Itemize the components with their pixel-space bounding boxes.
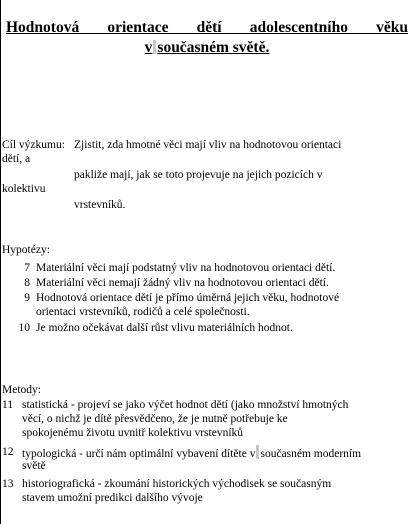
list-number: 13 bbox=[2, 478, 14, 490]
list-number: 12 bbox=[2, 446, 14, 458]
goal-text-line-3: pakliže mají, jak se toto projevuje na jejich pozicích v bbox=[74, 169, 323, 181]
goal-text-line-4: kolektivu bbox=[2, 183, 46, 195]
goal-text-line-2: dětí, a bbox=[2, 153, 31, 165]
list-number: 8 bbox=[24, 277, 30, 289]
list-text: Materiální věci mají podstatný vliv na hodnotovou orientaci dětí. bbox=[36, 262, 336, 274]
hypotheses-label: Hypotézy: bbox=[2, 244, 50, 256]
list-text: věcí, o nichž je dítě přesvědčeno, že je nutně potřebuje ke bbox=[22, 413, 288, 425]
page-left-border bbox=[0, 0, 1, 524]
text-cursor-icon bbox=[153, 40, 156, 54]
list-text: orientaci vrstevníků, rodičů a celé společnosti. bbox=[36, 306, 250, 318]
document-title bbox=[6, 18, 408, 58]
list-text: Je možno očekávat další růst vlivu materiálních hodnot. bbox=[36, 322, 293, 334]
list-text: statistická - projeví se jako výčet hodnot dětí (jako množství hmotných bbox=[22, 399, 349, 411]
list-text: světě bbox=[22, 460, 46, 472]
list-text: historiografická - zkoumání historických východisek se současným bbox=[22, 478, 332, 490]
list-number: 7 bbox=[24, 262, 30, 274]
title-line-1: Hodnotová orientace dětí adolescentního věku bbox=[6, 19, 408, 36]
list-number: 10 bbox=[18, 322, 30, 334]
methods-label: Metody: bbox=[2, 384, 41, 396]
goal-text-line-1: Zjistit, zda hmotné věci mají vliv na hodnotovou orientaci bbox=[74, 139, 342, 151]
list-number: 11 bbox=[2, 399, 14, 411]
list-number: 9 bbox=[24, 292, 30, 304]
list-text: stavem umožní predikci dalšího vývoje bbox=[22, 492, 203, 504]
list-text: Materiální věci nemají žádný vliv na hodnotovou orientaci dětí. bbox=[36, 277, 329, 289]
goal-label: Cíl výzkumu: bbox=[2, 139, 65, 151]
goal-text-line-5: vrstevníků. bbox=[74, 199, 126, 211]
title-line-2: v současném světě. bbox=[144, 39, 270, 56]
list-text: typologická - určí nám optimální vybavení dítěte v současném moderním bbox=[22, 445, 361, 461]
list-text: spokojenému životu uvnitř kolektivu vrstevníků bbox=[22, 427, 244, 439]
list-text: Hodnotová orientace dětí je přímo úměrná jejich věku, hodnotové bbox=[36, 292, 340, 304]
